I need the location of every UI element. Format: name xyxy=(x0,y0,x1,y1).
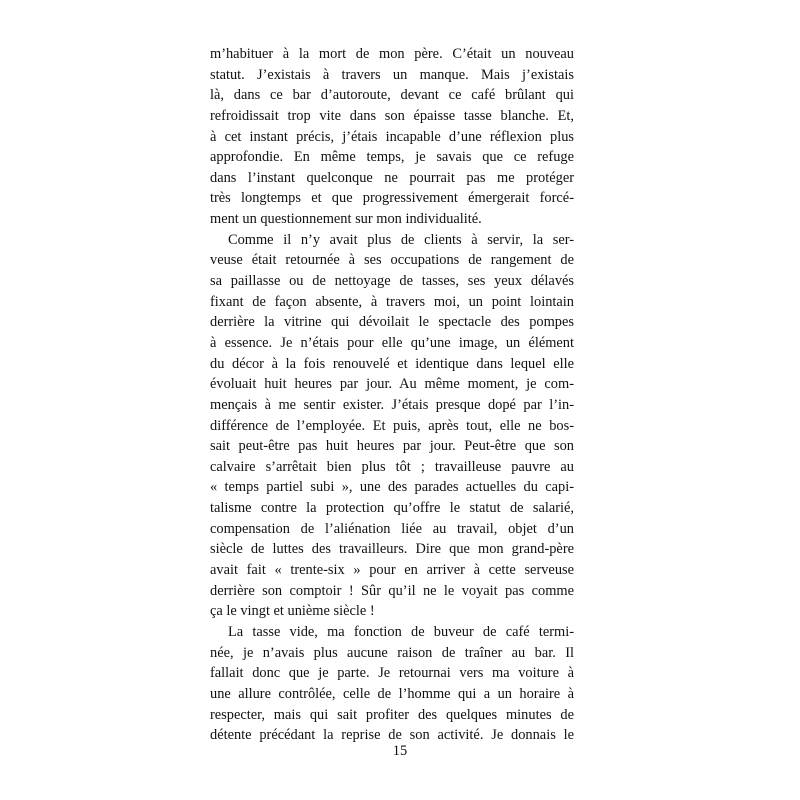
text-line: ment un questionnement sur mon individualité. xyxy=(210,211,482,228)
text-line: sait peut-être pas huit heures par jour. Peut-être que son xyxy=(210,438,574,455)
text-line: dans l’instant quelconque ne pourrait pas me protéger xyxy=(210,169,574,186)
text-line: approfondie. En même temps, je savais que ce refuge xyxy=(210,149,574,166)
text-line: « temps partiel subi », une des parades actuelles du capi- xyxy=(210,479,574,496)
text-line: ça le vingt et unième siècle ! xyxy=(210,603,375,620)
text-line: fallait donc que je parte. Je retournai vers ma voiture à xyxy=(210,665,574,682)
page-number: 15 xyxy=(392,743,408,759)
text-line: Comme il n’y avait plus de clients à servir, la ser- xyxy=(228,231,574,248)
text-line: mençais à me sentir exister. J’étais presque dopé par l’in- xyxy=(210,396,574,413)
text-line: détente précédant la reprise de son activité. Je donnais le xyxy=(210,727,574,744)
text-line: très longtemps et que progressivement émergerait forcé- xyxy=(210,190,574,207)
body-text xyxy=(210,44,574,746)
text-line: calvaire s’arrêtait bien plus tôt ; travailleuse pauvre au xyxy=(210,458,574,475)
text-line: La tasse vide, ma fonction de buveur de café termi- xyxy=(228,623,574,640)
text-line: statut. J’existais à travers un manque. Mais j’existais xyxy=(210,66,574,83)
text-line: différence de l’employée. Et puis, après tout, elle ne bos- xyxy=(210,417,574,434)
text-line: compensation de l’aliénation liée au travail, objet d’un xyxy=(210,520,574,537)
text-line: fixant de façon absente, à travers moi, un point lointain xyxy=(210,293,574,310)
text-line: respecter, mais qui sait profiter des quelques minutes de xyxy=(210,706,574,723)
text-line: à cet instant précis, j’étais incapable d’une réflexion plus xyxy=(210,128,574,145)
text-line: sa paillasse ou de nettoyage de tasses, ses yeux délavés xyxy=(210,273,574,290)
text-line: talisme contre la protection qu’offre le statut de salarié, xyxy=(210,500,574,517)
text-line: née, je n’avais plus aucune raison de traîner au bar. Il xyxy=(210,644,574,661)
text-line: avait fait « trente-six » pour en arriver à cette serveuse xyxy=(210,562,574,579)
text-line: veuse était retournée à ses occupations de rangement de xyxy=(210,252,574,269)
text-line: là, dans ce bar d’autoroute, devant ce café brûlant qui xyxy=(210,87,574,104)
text-line: siècle de luttes des travailleurs. Dire que mon grand-père xyxy=(210,541,574,558)
text-line: à essence. Je n’étais pour elle qu’une image, un élément xyxy=(210,334,574,351)
text-line: derrière son comptoir ! Sûr qu’il ne le voyait pas comme xyxy=(210,582,574,599)
text-line: m’habituer à la mort de mon père. C’était un nouveau xyxy=(210,46,574,62)
text-line: derrière la vitrine qui dévoilait le spectacle des pompes xyxy=(210,314,574,331)
text-line: une allure contrôlée, celle de l’homme qui a un horaire à xyxy=(210,685,574,702)
text-line: refroidissait trop vite dans son épaisse tasse blanche. Et, xyxy=(210,107,574,124)
text-line: du décor à la fois renouvelé et identique dans lequel elle xyxy=(210,355,574,372)
text-line: évoluait huit heures par jour. Au même moment, je com- xyxy=(210,376,574,393)
